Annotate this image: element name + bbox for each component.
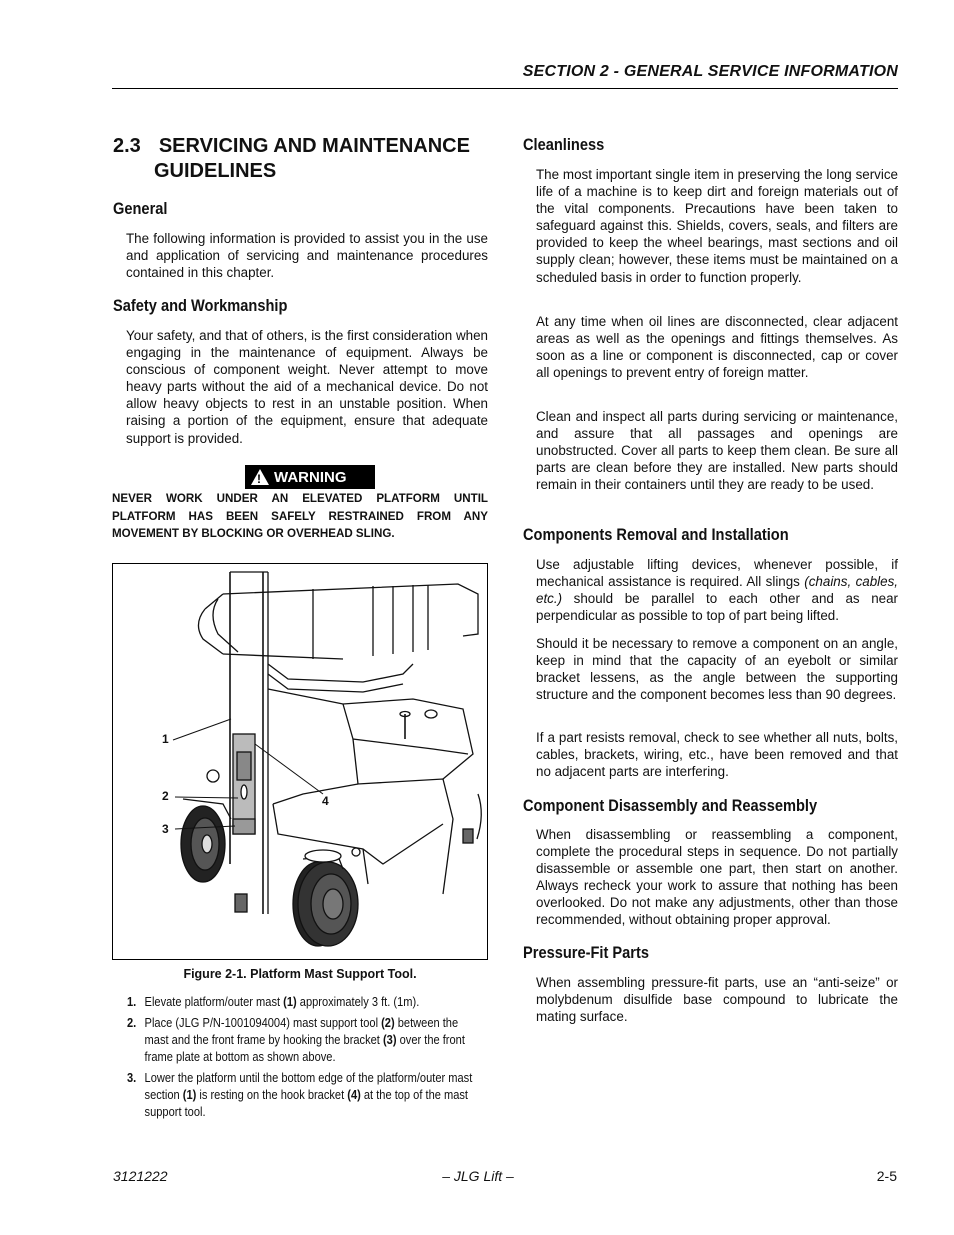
warning-label: WARNING [274, 468, 347, 486]
section-title-line1: SERVICING AND MAINTENANCE [158, 135, 470, 157]
front-left-wheel [181, 799, 231, 882]
components-removal-p3: If a part resists removal, check to see whether all nuts, bolts, cables, brackets, wiring, etc., have been removed and that no adjacent parts are interfering. [536, 730, 898, 780]
front-right-wheel [293, 850, 358, 946]
section-number: 2.3 [113, 135, 141, 157]
procedure-steps [112, 994, 485, 1125]
header-divider [112, 88, 898, 89]
platform-mast-illustration [113, 564, 487, 959]
document-number: 3121222 [113, 1168, 168, 1184]
components-removal-p1: Use adjustable lifting devices, whenever possible, if mechanical assistance is required. All slings (chains, cables, etc.) should be parallel to each other and as near perpendicular as possible to top of part being lifted. [536, 557, 898, 624]
figure-platform-mast-support-tool [112, 563, 488, 960]
cleanliness-p2: At any time when oil lines are disconnected, clear adjacent areas as well as the openings and fittings themselves. As soon as a line or component is disconnected, cap or cover all openings to prevent entry of foreign matter. [536, 314, 898, 381]
step-1: 1. Elevate platform/outer mast (1) approximately 3 ft. (1m). [126, 995, 420, 1009]
section-title-line2: GUIDELINES [154, 160, 277, 182]
callout-3: 3 [162, 822, 169, 836]
section-title [113, 134, 470, 184]
safety-body: Your safety, and that of others, is the first consideration when engaging in the maintenance of equipment. Always be conscious of component weight. Never attempt to move heavy parts without the aid of a mechanical device. Do not allow heavy objects to rest in an unstable position. When raising a portion of the equipment, ensure that adequate support is provided. [126, 328, 488, 446]
cleanliness-p1: The most important single item in preserving the long service life of a machine is to keep dirt and foreign materials out of the vital components. Precautions have been taken to safeguard against this. Shields, covers, seals, and filters are provided to keep the wheel bearings, mast sections and oil supply clean; however, these items must be maintained on a scheduled basis in order to function properly. [536, 167, 898, 285]
warning-badge [245, 465, 375, 489]
callout-4: 4 [322, 794, 329, 808]
pressure-fit-heading: Pressure-Fit Parts [523, 943, 649, 962]
disassembly-body: When disassembling or reassembling a component, complete the procedural steps in sequence. Do not partially disassemble or assemble one part, then start on another. Always recheck your work to assure that nothing has been overlooked. Do not make any adjustments, other than those recommended, without obtaining proper approval. [536, 827, 898, 928]
pressure-fit-body: When assembling pressure-fit parts, use an “anti-seize” or molybdenum disulfide base compound to lubricate the mating surface. [536, 975, 898, 1025]
disassembly-heading: Component Disassembly and Reassembly [523, 796, 818, 815]
components-removal-p2: Should it be necessary to remove a component on an angle, keep in mind that the capacity of an eyebolt or similar bracket lessens, as the angle between the supporting structure and the component becomes less than 90 degrees. [536, 636, 898, 703]
cleanliness-p3: Clean and inspect all parts during servicing or maintenance, and assure that all passages and openings are unobstructed. Cover all parts to keep them clean. Be sure all parts are clean before they are installed. New parts should remain in their containers until they are ready to be used. [536, 409, 898, 493]
callout-1: 1 [162, 732, 169, 746]
callout-2: 2 [162, 789, 169, 803]
general-heading: General [113, 199, 168, 218]
components-removal-heading: Components Removal and Installation [523, 525, 789, 544]
footer-brand: – JLG Lift – [442, 1168, 514, 1184]
warning-text: NEVER WORK UNDER AN ELEVATED PLATFORM UNTIL PLATFORM HAS BEEN SAFELY RESTRAINED FROM ANY MOVEMENT BY BLOCKING OR OVERHEAD SLING. [112, 492, 488, 540]
general-body: The following information is provided to assist you in the use and application of servicing and maintenance procedures contained in this chapter. [126, 231, 488, 281]
running-header: SECTION 2 - GENERAL SERVICE INFORMATION [522, 63, 898, 80]
step-3: 3. Lower the platform until the bottom edge of the platform/outer mast section (1) is resting on the hook bracket (4) at the top of the mast support tool. [126, 1071, 473, 1119]
figure-caption: Figure 2-1. Platform Mast Support Tool. [183, 967, 417, 981]
step-2: 2. Place (JLG P/N-1001094004) mast support tool (2) between the mast and the front frame by hooking the bracket (3) over the front frame plate at bottom as shown above. [126, 1016, 465, 1064]
page-number: 2-5 [876, 1168, 897, 1184]
warning-icon: ! [251, 469, 269, 485]
safety-heading: Safety and Workmanship [113, 296, 288, 315]
cleanliness-heading: Cleanliness [523, 135, 605, 154]
